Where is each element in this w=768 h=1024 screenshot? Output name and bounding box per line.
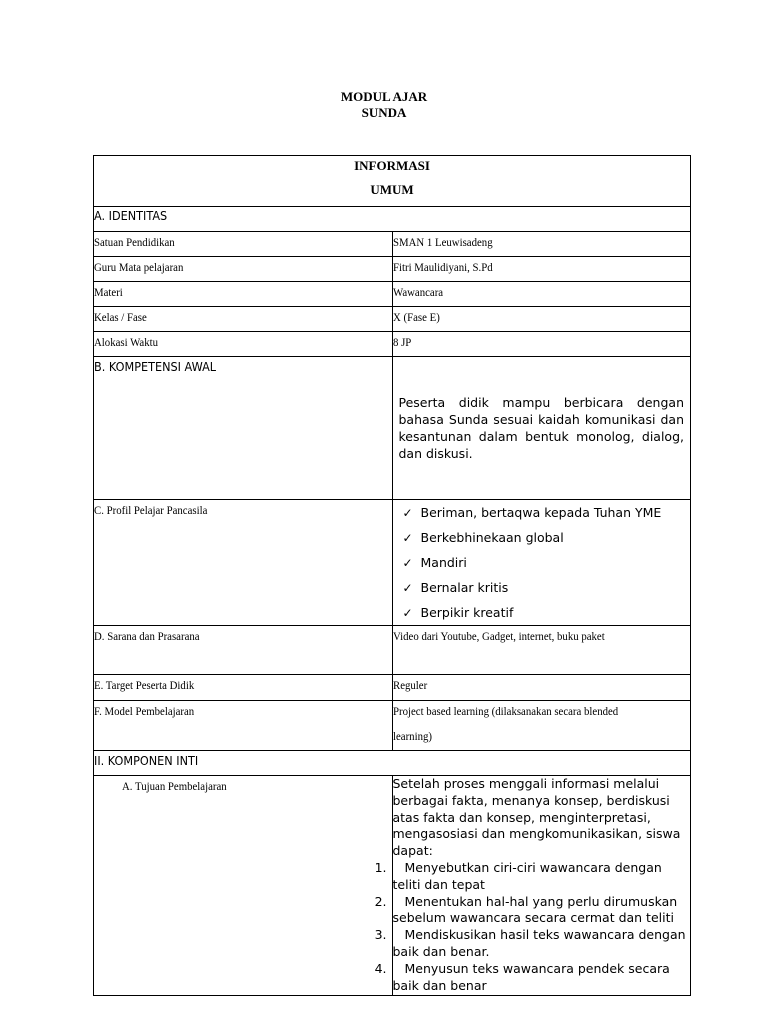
facilities-value: Video dari Youtube, Gadget, internet, buku paket [392,629,605,643]
document-title: MODUL AJAR [340,89,428,104]
section-b-title-cell [94,357,393,500]
model-value-line2-wrap [393,729,691,744]
table-header-row [94,156,691,207]
checkmark-icon: ✓ [402,556,413,570]
tujuan-title-cell [94,776,393,996]
table-row [94,282,691,307]
row-label-cell [94,257,393,282]
section-b-row [94,357,691,500]
table-row [94,232,691,257]
item-number: 1. [374,859,387,875]
list-item [403,525,691,550]
table-header-line2: UMUM [370,182,414,197]
item-text: Menyusun teks wawancara pendek secara baik dan benar [392,960,670,993]
list-item [403,550,691,575]
section-f-title-cell [94,701,393,751]
row-value-cell [392,332,691,357]
item-number: 3. [374,927,387,943]
section-a-row [94,207,691,232]
section-f-value-cell [392,701,691,751]
identity-label: Alokasi Waktu [94,335,159,349]
section-f-title: F. Model Pembelajaran [94,704,195,718]
section-d-title-cell [94,626,393,675]
section-ii-row [94,751,691,776]
section-b-value-cell [392,357,691,500]
item-number: 4. [374,960,387,976]
list-item [374,893,690,928]
tujuan-title: A. Tujuan Pembelajaran [122,779,227,793]
list-item [403,500,691,525]
item-text: Mendiskusikan hasil teks wawancara dengan baik dan benar. [392,927,686,959]
section-c-row [94,500,691,626]
identity-value: 8 JP [392,335,411,349]
row-label-cell [94,282,393,307]
list-item [374,960,690,995]
section-ii-title-cell [94,751,691,776]
identity-label: Satuan Pendidikan [94,235,175,249]
section-ii-title: II. KOMPONEN INTI [94,753,199,768]
profile-item: Berkebhinekaan global [420,530,564,545]
list-item [403,600,691,625]
item-number: 2. [374,893,387,909]
tujuan-value-cell [374,776,691,996]
model-value-line2: learning) [392,729,432,743]
table-header-cell [94,156,691,207]
profile-list [393,500,691,625]
profile-item: Mandiri [420,555,467,570]
identity-value: SMAN 1 Leuwisadeng [392,235,493,249]
section-e-title: E. Target Peserta Didik [94,678,195,692]
section-e-title-cell [94,675,393,701]
tujuan-intro: Setelah proses menggali informasi melalui berbagai fakta, menanya konsep, berdiskusi atas fakta dan konsep, menginterpretasi, mengasosiasi dan mengkomunikasikan, siswa dapat: [392,776,681,859]
row-value-cell [392,282,691,307]
identity-value: X (Fase E) [392,310,440,324]
table-row [94,332,691,357]
list-item [374,859,690,894]
competency-text: Peserta didik mampu berbicara dengan bahasa Sunda sesuai kaidah komunikasi dan kesantunan dalam bentuk monolog, dialog, dan diskusi. [398,395,684,461]
checkmark-icon: ✓ [402,531,413,545]
section-c-title: C. Profil Pelajar Pancasila [94,503,208,517]
list-item [403,575,691,600]
row-label-cell [94,307,393,332]
profile-item: Beriman, bertaqwa kepada Tuhan YME [420,505,662,520]
table-header-line1: INFORMASI [354,158,430,173]
section-f-row [94,701,691,751]
identity-label: Kelas / Fase [94,310,147,324]
identity-value: Fitri Maulidiyani, S.Pd [392,260,493,274]
row-value-cell [392,232,691,257]
list-item [374,927,690,961]
row-label-cell [94,232,393,257]
item-text: Menyebutkan ciri-ciri wawancara dengan teliti dan tepat [392,859,662,892]
table-row [94,307,691,332]
section-ii-a-row [94,776,691,996]
identity-label: Guru Mata pelajaran [94,260,184,274]
document-subtitle: SUNDA [361,105,407,120]
profile-item: Berpikir kreatif [420,605,514,620]
section-c-title-cell [94,500,393,626]
section-d-row [94,626,691,675]
info-table [93,155,691,996]
section-c-value-cell [392,500,691,626]
row-label-cell [94,332,393,357]
section-d-title: D. Sarana dan Prasarana [94,629,200,643]
row-value-cell [392,257,691,282]
section-a-title: A. IDENTITAS [94,208,168,223]
table-row [94,257,691,282]
identity-value: Wawancara [392,285,443,299]
section-a-title-cell [94,207,691,232]
row-value-cell [392,307,691,332]
section-b-title: B. KOMPETENSI AWAL [94,359,217,374]
profile-item: Bernalar kritis [420,580,509,595]
section-d-value-cell [392,626,691,675]
checkmark-icon: ✓ [402,581,413,595]
section-e-value-cell [392,675,691,701]
model-value-line1: Project based learning (dilaksanakan secara blended [392,704,618,718]
section-e-row [94,675,691,701]
checkmark-icon: ✓ [402,606,413,620]
identity-label: Materi [94,285,123,299]
item-text: Menentukan hal-hal yang perlu dirumuskan sebelum wawancara secara cermat dan teliti [392,893,678,926]
target-value: Reguler [392,678,427,692]
checkmark-icon: ✓ [402,506,413,520]
model-value-line1-wrap [393,704,691,729]
